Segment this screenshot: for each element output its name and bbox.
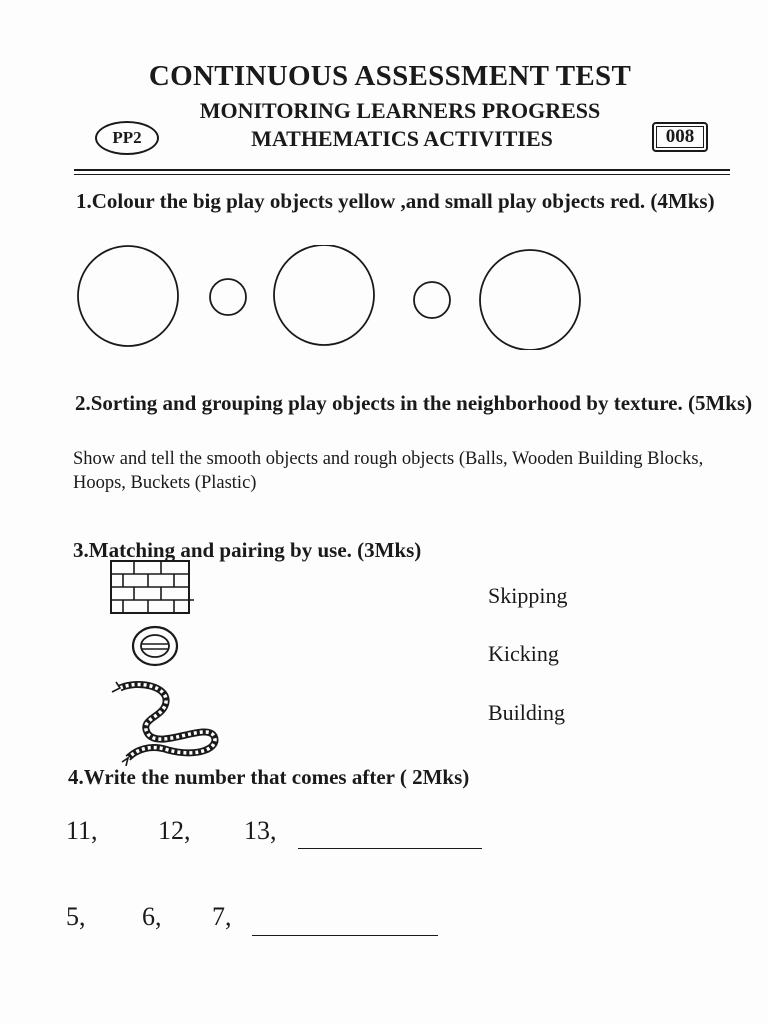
header-divider-thin [74,174,730,175]
small-circle[interactable] [210,279,246,315]
big-circle[interactable] [274,245,374,345]
paper-code-box [652,122,708,152]
question-2-title: 2.Sorting and grouping play objects in the neighborhood by texture. (5Mks) [75,391,753,415]
paper-code: 008 [656,126,704,148]
sequence-number: 13, [244,816,277,845]
match-word-kicking: Kicking [488,641,559,666]
question-3-title: 3.Matching and pairing by use. (3Mks) [73,538,422,562]
sequence-number: 11, [66,816,98,845]
big-circle[interactable] [78,246,178,346]
question-1-text: 1.Colour the big play objects yellow ,and small play objects red. (4Mks) [76,189,715,213]
page-title: CONTINUOUS ASSESSMENT TEST [148,60,632,92]
page-subtitle: MONITORING LEARNERS PROGRESS [199,98,601,123]
big-circle[interactable] [480,250,580,350]
answer-blank-1[interactable] [298,848,482,849]
sequence-number: 7, [212,902,232,931]
answer-blank-2[interactable] [252,935,438,936]
sequence-number: 5, [66,902,86,931]
question-2-body: Show and tell the smooth objects and rough objects (Balls, Wooden Building Blocks, Hoops, Buckets (Plastic) [73,449,704,493]
building-blocks-icon[interactable] [106,558,198,616]
small-circle[interactable] [414,282,450,318]
match-word-skipping: Skipping [488,583,568,608]
subject-title: MATHEMATICS ACTIVITIES [251,126,553,151]
match-word-building: Building [488,700,566,725]
ball-icon[interactable] [128,622,182,670]
skipping-rope-icon[interactable] [108,678,223,766]
circle-row [70,245,600,350]
sequence-number: 12, [158,816,191,845]
grade-badge: PP2 [95,121,159,155]
question-4-title: 4.Write the number that comes after ( 2Mks) [68,765,470,789]
sequence-number: 6, [142,902,162,931]
header-divider [74,169,730,171]
